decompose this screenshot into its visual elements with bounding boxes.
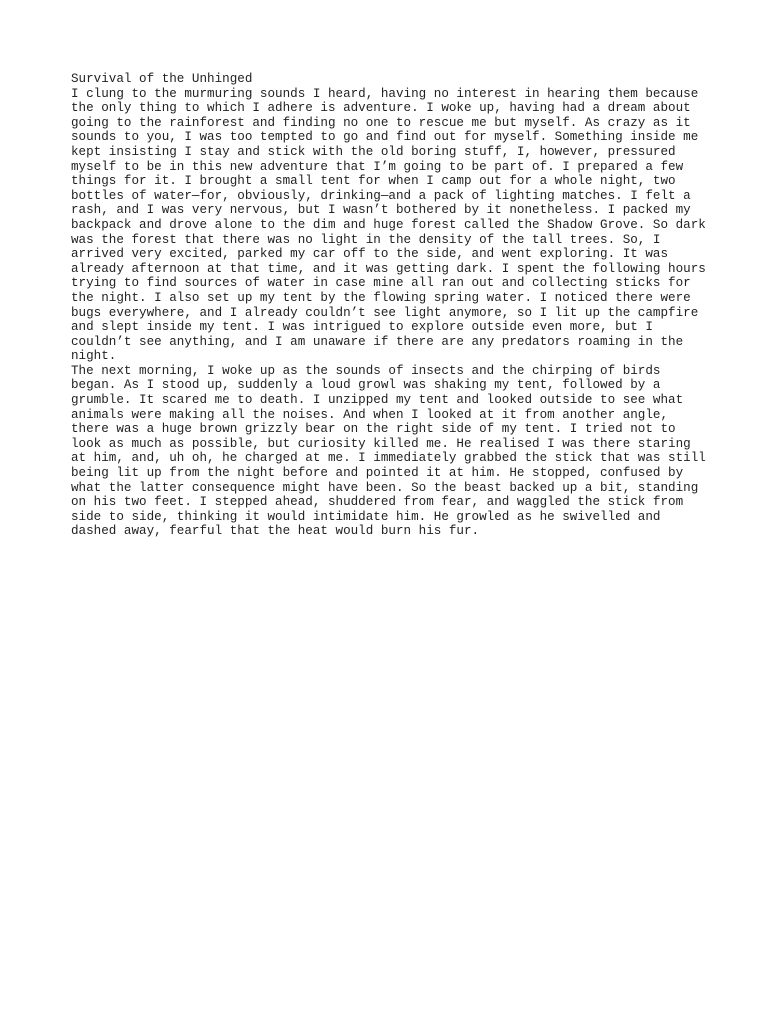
paragraph-1: I clung to the murmuring sounds I heard, having no interest in hearing them because the only thing to which I adhere is adventure. I woke up, having had a dream about going to the rainforest and finding no one to rescue me but myself. As crazy as it sounds to you, I was too tempted to go and find out for myself. Something inside me kept insisting I stay and stick with the old boring stuff, I, however, pressured myself to be in this new adventure that I’m going to be part of. I prepared a few things for it. I brought a small tent for when I camp out for a whole night, two bottles of water—for, obviously, drinking—and a pack of lighting matches. I felt a rash, and I was very nervous, but I wasn’t bothered by it nonetheless. I packed my backpack and drove alone to the dim and huge forest called the Shadow Grove. So dark was the forest that there was no light in the density of the tall trees. So, I arrived very excited, parked my car off to the side, and went exploring. It was already afternoon at that time, and it was getting dark. I spent the following hours trying to find sources of water in case mine all ran out and collecting sticks for the night. I also set up my tent by the flowing spring water. I noticed there were bugs everywhere, and I already couldn’t see light anymore, so I lit up the campfire and slept inside my tent. I was intrigued to explore outside even more, but I couldn’t see anything, and I am unaware if there are any predators roaming in the night. bbox=[71, 86, 706, 364]
document-page bbox=[71, 72, 711, 539]
paragraph-2: The next morning, I woke up as the sounds of insects and the chirping of birds began. As I stood up, suddenly a loud growl was shaking my tent, followed by a grumble. It scared me to death. I unzipped my tent and looked outside to see what animals were making all the noises. And when I looked at it from another angle, there was a huge brown grizzly bear on the right side of my tent. I tried not to look as much as possible, but curiosity killed me. He realised I was there staring at him, and, uh oh, he charged at me. I immediately grabbed the stick that was still being lit up from the night before and pointed it at him. He stopped, confused by what the latter consequence might have been. So the beast backed up a bit, standing on his two feet. I stepped ahead, shuddered from fear, and waggled the stick from side to side, thinking it would intimidate him. He growled as he swivelled and dashed away, fearful that the heat would burn his fur. bbox=[71, 363, 706, 539]
document-title: Survival of the Unhinged bbox=[71, 72, 253, 86]
